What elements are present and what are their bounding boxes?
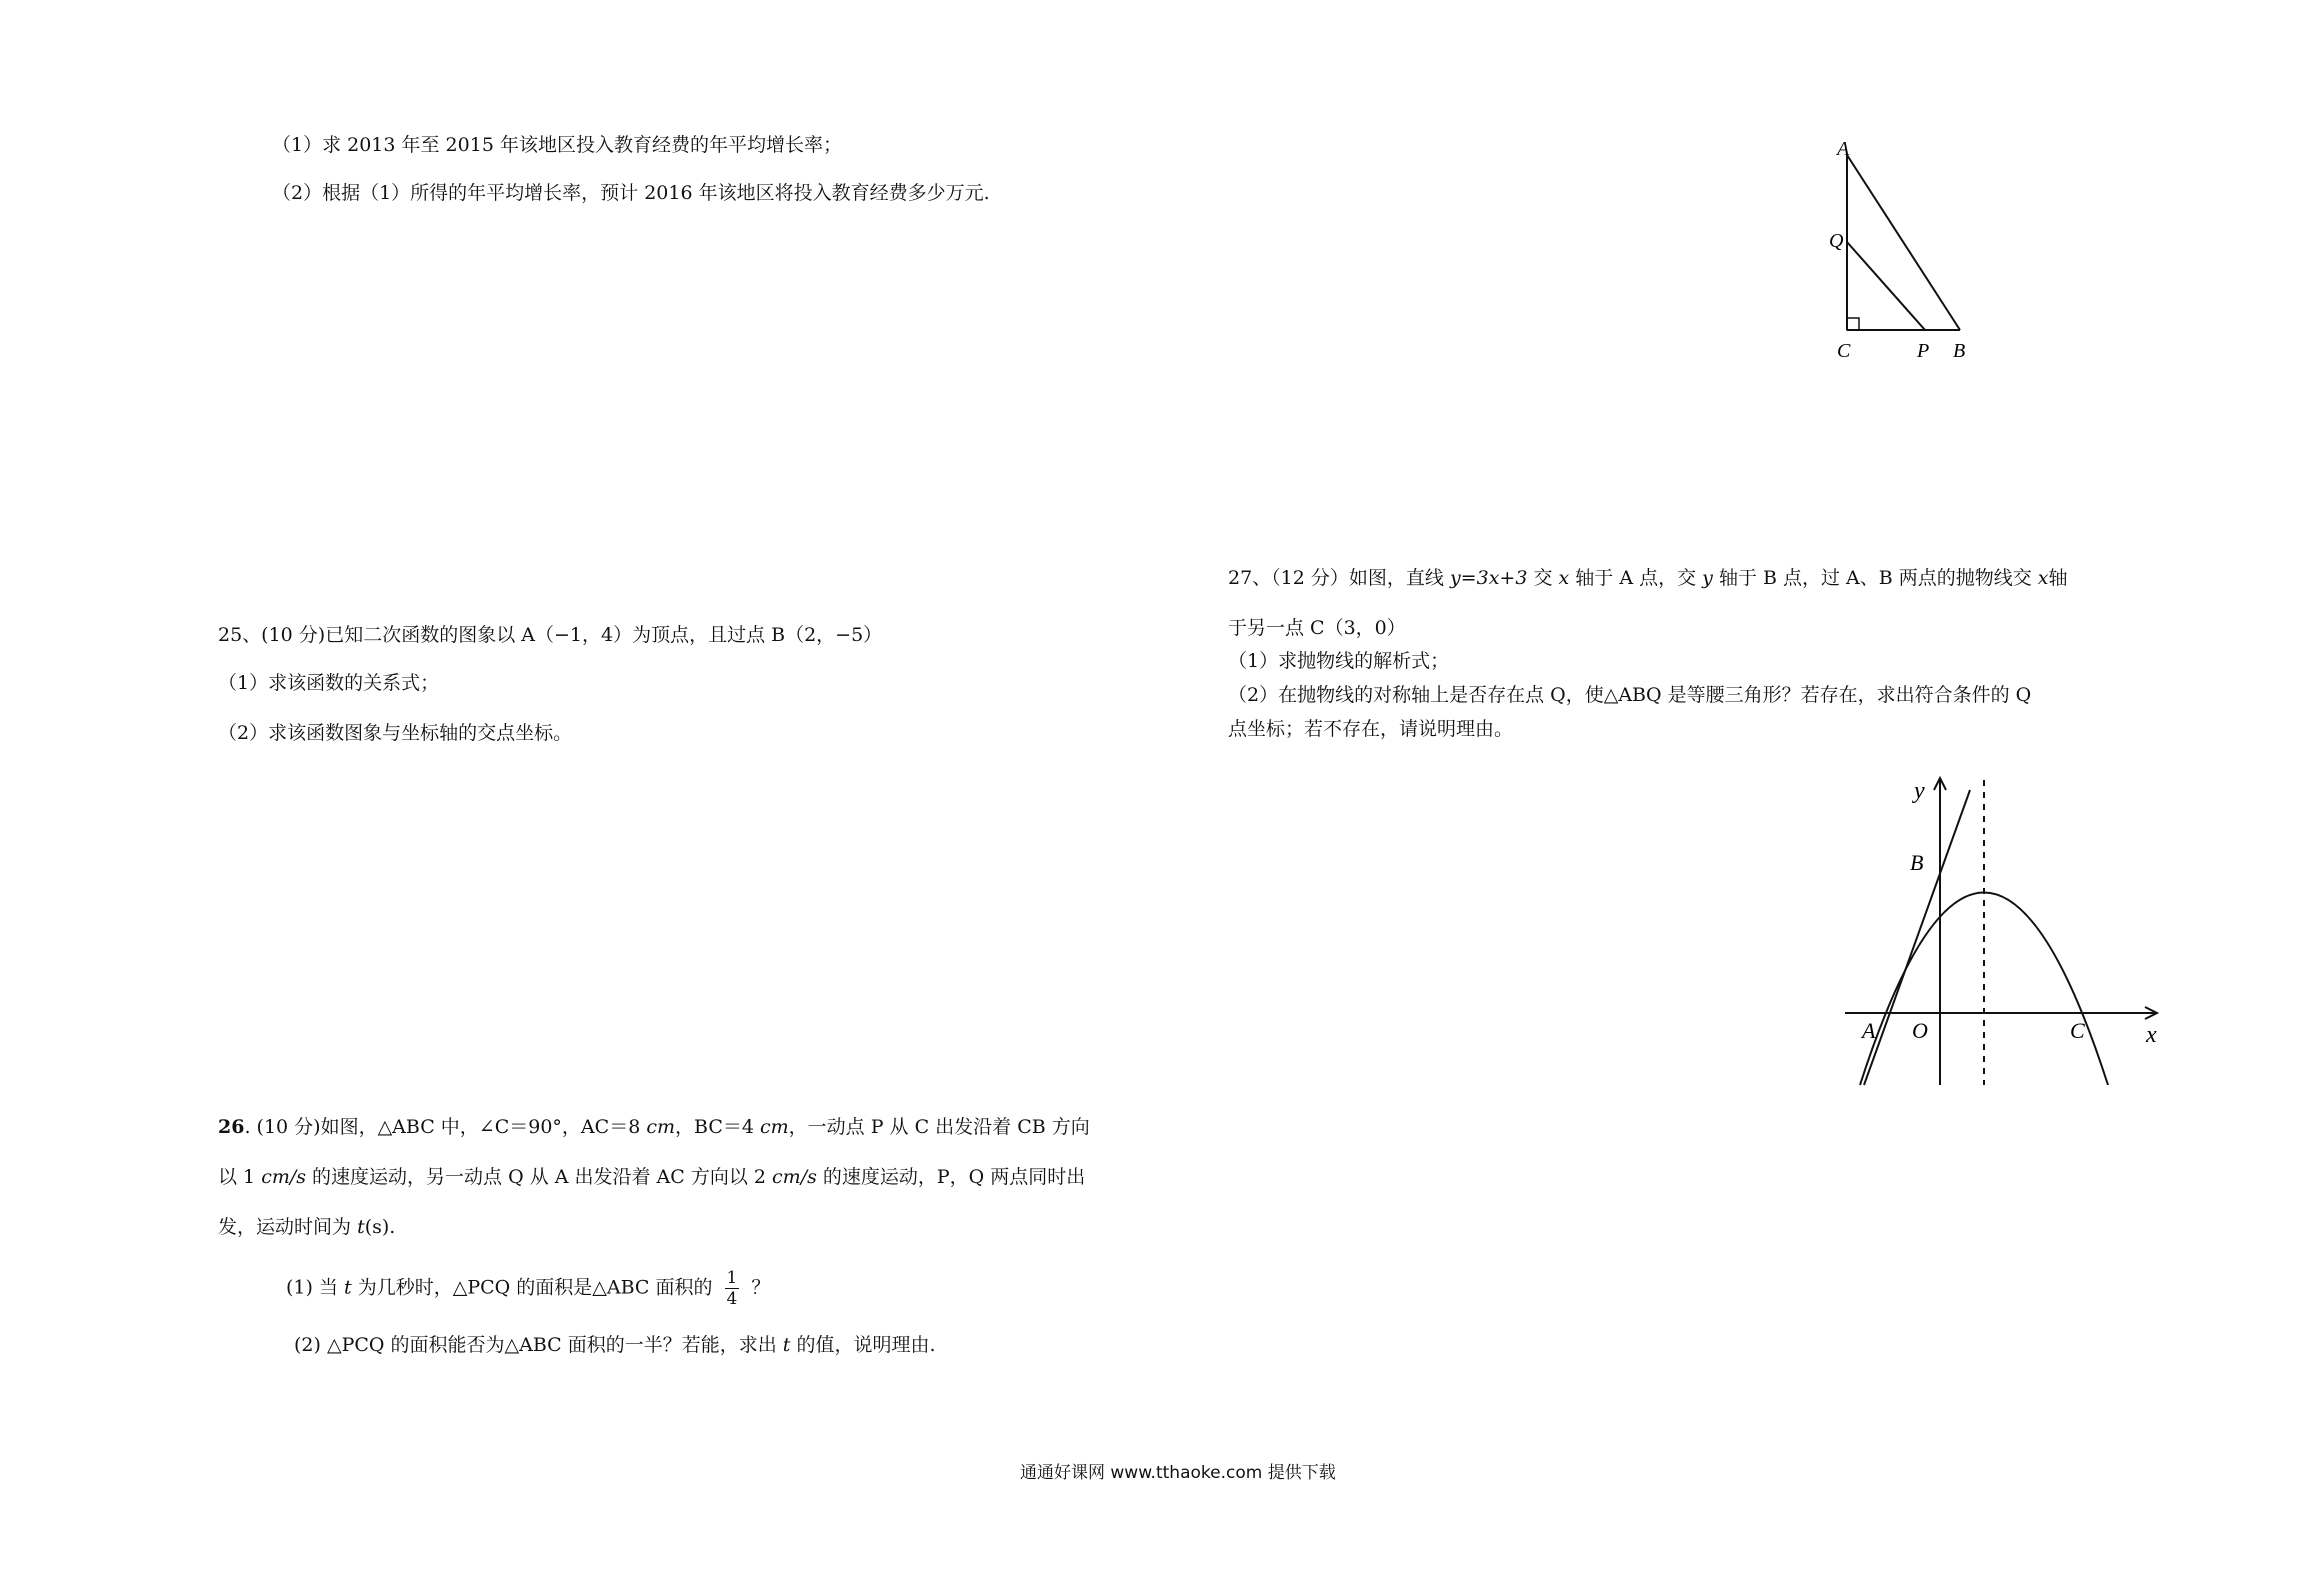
q26-part1-c: ？ [751, 1276, 771, 1299]
q26-var-t-2: t [344, 1276, 352, 1299]
label-x: x [2146, 1022, 2157, 1048]
q27-equation: y=3x+3 [1449, 567, 1528, 589]
q26-line2 [218, 1164, 1085, 1190]
fraction-one-quarter [725, 1268, 740, 1309]
q26-unit-cms-2: cm/s [772, 1166, 817, 1188]
label-Q: Q [1829, 230, 1844, 252]
q26-line2-a: 以 1 [218, 1166, 256, 1188]
label-C: C [2070, 1018, 2085, 1043]
label-y: y [1914, 778, 1925, 804]
label-B: B [1953, 340, 1966, 362]
q26-stem-c: ，一动点 P 从 C 出发沿着 CB 方向 [788, 1116, 1090, 1138]
q27-line1 [1228, 565, 2068, 591]
q27-line1-e: 轴 [2048, 567, 2068, 589]
q26-part1-a: (1) 当 [286, 1276, 338, 1299]
q26-line3 [218, 1214, 395, 1240]
q26-stem-b: ，BC＝4 [675, 1116, 754, 1138]
q27-line1-a: 27、（12 分）如图，直线 [1228, 567, 1444, 589]
q27-part1: （1）求抛物线的解析式； [1228, 650, 1450, 672]
q26-part2-b: 的值，说明理由. [796, 1334, 936, 1356]
q27-part2b: 点坐标；若不存在，请说明理由。 [1228, 718, 1514, 740]
q26-line1 [218, 1114, 1090, 1140]
page-footer: 通通好课网 www.tthaoke.com 提供下载 [1020, 1463, 1336, 1483]
q27-line1-d: 轴于 B 点，过 A、B 两点的抛物线交 [1718, 567, 2032, 589]
label-C: C [1837, 340, 1851, 362]
q26-line3-b: (s). [364, 1216, 396, 1238]
label-P: P [1917, 340, 1930, 362]
triangle-figure [1815, 135, 1990, 365]
q26-line2-c: 的速度运动，P，Q 两点同时出 [822, 1166, 1086, 1188]
fraction-numerator: 1 [726, 1268, 738, 1288]
q26-var-t: t [357, 1216, 365, 1238]
q26-var-t-3: t [782, 1334, 791, 1356]
label-B: B [1910, 850, 1924, 875]
q26-part2 [294, 1332, 936, 1358]
q25-stem: 25、(10 分)已知二次函数的图象以 A（−1，4）为顶点，且过点 B（2，−5） [218, 624, 883, 646]
q26-line3-a: 发，运动时间为 [218, 1216, 352, 1238]
label-O: O [1912, 1018, 1928, 1043]
q27-line1-b: 交 [1533, 567, 1553, 589]
q27-y: y [1702, 567, 1713, 589]
fraction-denominator: 4 [726, 1289, 738, 1309]
q26-part1-b: 为几秒时，△PCQ 的面积是△ABC 面积的 [357, 1276, 713, 1299]
q24-part1: （1）求 2013 年至 2015 年该地区投入教育经费的年平均增长率； [272, 134, 842, 156]
q25-part2: （2）求该函数图象与坐标轴的交点坐标。 [218, 722, 573, 744]
q27-x: x [1558, 567, 1570, 589]
q27-line2: 于另一点 C（3，0） [1228, 617, 1406, 639]
q26-line2-b: 的速度运动，另一动点 Q 从 A 出发沿着 AC 方向以 2 [312, 1166, 766, 1188]
q26-unit-cms: cm/s [261, 1166, 306, 1188]
label-A: A [1862, 1018, 1876, 1043]
q27-part2: （2）在抛物线的对称轴上是否存在点 Q，使△ABQ 是等腰三角形？若存在，求出符合条件的 Q [1228, 684, 2032, 706]
q26-unit-cm-2: cm [760, 1116, 789, 1138]
q26-stem-a: . (10 分)如图，△ABC 中，∠C＝90°，AC＝8 [244, 1116, 641, 1138]
q27-line1-c: 轴于 A 点，交 [1575, 567, 1697, 589]
q27-x-2: x [2037, 567, 2049, 589]
q26-part2-a: (2) △PCQ 的面积能否为△ABC 面积的一半？若能，求出 [294, 1334, 777, 1356]
label-A: A [1837, 138, 1850, 160]
q26-part1 [286, 1268, 770, 1309]
parabola-figure [1830, 770, 2170, 1090]
q26-unit-cm: cm [646, 1116, 675, 1138]
q25-part1: （1）求该函数的关系式； [218, 672, 440, 694]
q26-number: 26 [218, 1116, 245, 1138]
q24-part2: （2）根据（1）所得的年平均增长率，预计 2016 年该地区将投入教育经费多少万元. [272, 182, 990, 204]
